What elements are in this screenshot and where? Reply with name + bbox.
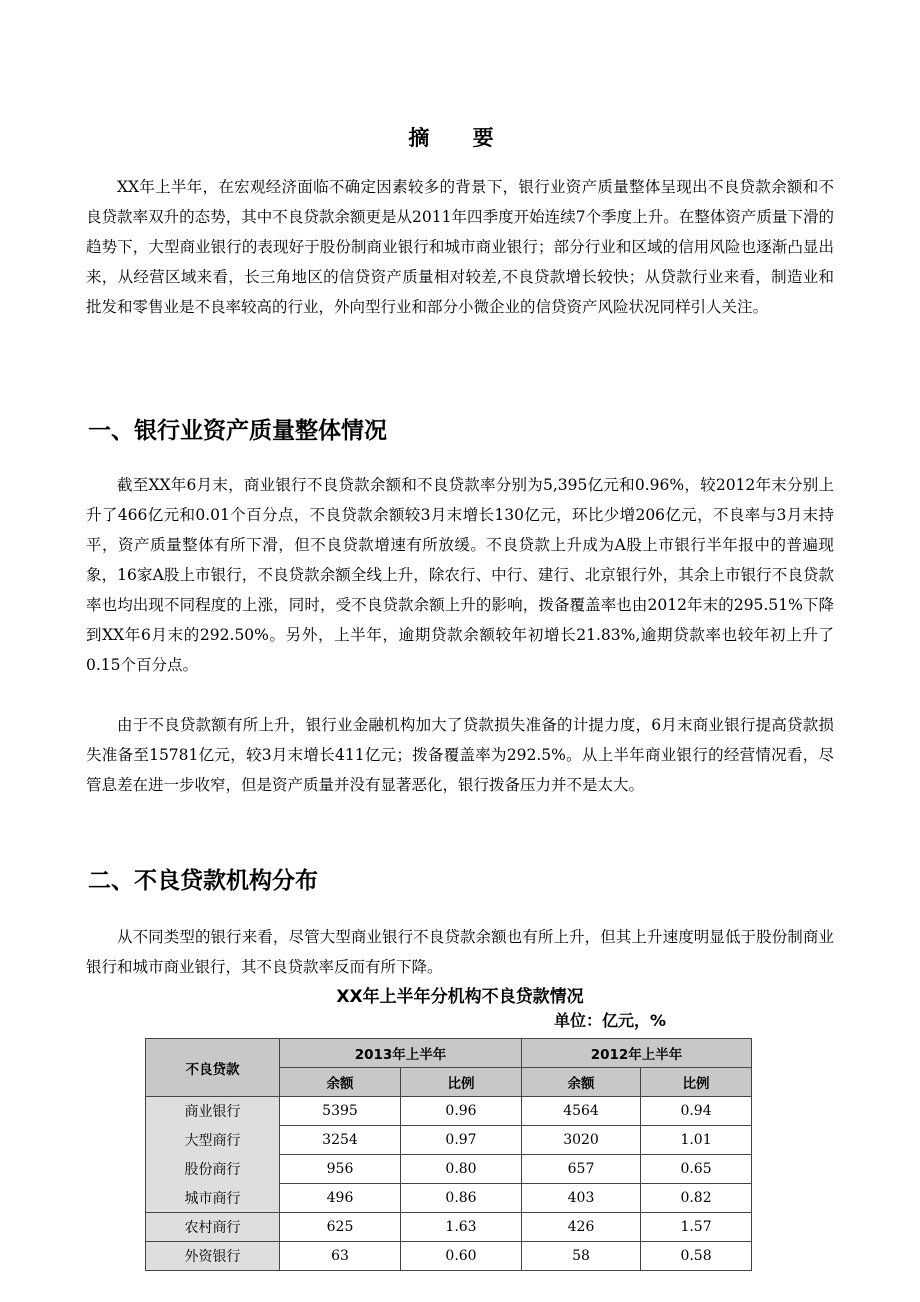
table-title: XX年上半年分机构不良贷款情况 <box>336 987 584 1007</box>
table-row <box>146 1184 752 1213</box>
row-2013-amount: 496 <box>280 1184 401 1213</box>
row-2012-ratio: 1.01 <box>641 1126 752 1155</box>
row-2012-ratio: 0.82 <box>641 1184 752 1213</box>
header-period-2012: 2012年上半年 <box>522 1039 752 1068</box>
row-name: 大型商行 <box>146 1126 280 1155</box>
row-2013-ratio: 1.63 <box>401 1213 522 1242</box>
row-2013-ratio: 0.80 <box>401 1155 522 1184</box>
row-2012-amount: 403 <box>522 1184 641 1213</box>
npl-table <box>145 1038 752 1271</box>
table-row <box>146 1242 752 1271</box>
row-2012-ratio: 0.58 <box>641 1242 752 1271</box>
table-row <box>146 1126 752 1155</box>
header-2012-amount: 余额 <box>522 1068 641 1097</box>
row-name: 股份商行 <box>146 1155 280 1184</box>
row-2013-amount: 625 <box>280 1213 401 1242</box>
row-2013-amount: 3254 <box>280 1126 401 1155</box>
header-corner: 不良贷款 <box>146 1039 280 1097</box>
section-2-paragraph-1: 从不同类型的银行来看，尽管大型商业银行不良贷款余额也有所上升，但其上升速度明显低于股份制商业银行和城市商业银行，其不良贷款率反而有所下降。 <box>86 928 834 976</box>
section-1-paragraph-1: 截至XX年6月末，商业银行不良贷款余额和不良贷款率分别为5,395亿元和0.96%，较2012年末分别上升了466亿元和0.01个百分点，不良贷款余额较3月末增长130亿元，环比少增206亿元，不良率与3月末持平，资产质量整体有所下滑，但不良贷款增速有所放缓。不良贷款上升成为A股上市银行半年报中的普遍现象，16家A股上市银行，不良贷款余额全线上升，除农行、中行、建行、北京银行外，其余上市银行不良贷款率也均出现不同程度的上涨，同时，受不良贷款余额上升的影响，拨备覆盖率也由2012年末的295.51%下降到XX年6月末的292.50%。另外，上半年，逾期贷款余额较年初增长21.83%,逾期贷款率也较年初上升了0.15个百分点。 <box>86 476 834 674</box>
abstract-title: 摘 要 <box>408 126 512 150</box>
row-2013-ratio: 0.96 <box>401 1097 522 1126</box>
row-2013-amount: 63 <box>280 1242 401 1271</box>
row-2012-amount: 426 <box>522 1213 641 1242</box>
row-2012-amount: 657 <box>522 1155 641 1184</box>
row-2012-amount: 58 <box>522 1242 641 1271</box>
table-row <box>146 1097 752 1126</box>
row-2012-ratio: 0.65 <box>641 1155 752 1184</box>
abstract-paragraph: XX年上半年，在宏观经济面临不确定因素较多的背景下，银行业资产质量整体呈现出不良贷款余额和不良贷款率双升的态势，其中不良贷款余额更是从2011年四季度开始连续7个季度上升。在整体资产质量下滑的趋势下，大型商业银行的表现好于股份制商业银行和城市商业银行；部分行业和区域的信用风险也逐渐凸显出来，从经营区域来看，长三角地区的信贷资产质量相对较差,不良贷款增长较快；从贷款行业来看，制造业和批发和零售业是不良率较高的行业，外向型行业和部分小微企业的信贷资产风险状况同样引人关注。 <box>86 178 834 316</box>
header-2013-ratio: 比例 <box>401 1068 522 1097</box>
section-1-paragraph-2: 由于不良贷款额有所上升，银行业金融机构加大了贷款损失准备的计提力度，6月末商业银行提高贷款损失准备至15781亿元，较3月末增长411亿元；拨备覆盖率为292.5%。从上半年商业银行的经营情况看，尽管息差在进一步收窄，但是资产质量并没有显著恶化，银行拨备压力并不是太大。 <box>86 716 834 794</box>
row-2012-amount: 4564 <box>522 1097 641 1126</box>
row-2012-ratio: 0.94 <box>641 1097 752 1126</box>
table-row <box>146 1213 752 1242</box>
row-name: 外资银行 <box>146 1242 280 1271</box>
table-unit: 单位：亿元，% <box>554 1011 667 1030</box>
row-2012-ratio: 1.57 <box>641 1213 752 1242</box>
section-2-title: 二、不良贷款机构分布 <box>88 868 318 894</box>
header-period-2013: 2013年上半年 <box>280 1039 522 1068</box>
row-2013-amount: 956 <box>280 1155 401 1184</box>
header-2013-amount: 余额 <box>280 1068 401 1097</box>
row-2013-ratio: 0.97 <box>401 1126 522 1155</box>
row-2013-ratio: 0.60 <box>401 1242 522 1271</box>
row-name: 农村商行 <box>146 1213 280 1242</box>
section-1-title: 一、银行业资产质量整体情况 <box>88 418 387 444</box>
row-2013-amount: 5395 <box>280 1097 401 1126</box>
row-name: 城市商行 <box>146 1184 280 1213</box>
table-row <box>146 1155 752 1184</box>
header-2012-ratio: 比例 <box>641 1068 752 1097</box>
row-2013-ratio: 0.86 <box>401 1184 522 1213</box>
row-2012-amount: 3020 <box>522 1126 641 1155</box>
row-name: 商业银行 <box>146 1097 280 1126</box>
